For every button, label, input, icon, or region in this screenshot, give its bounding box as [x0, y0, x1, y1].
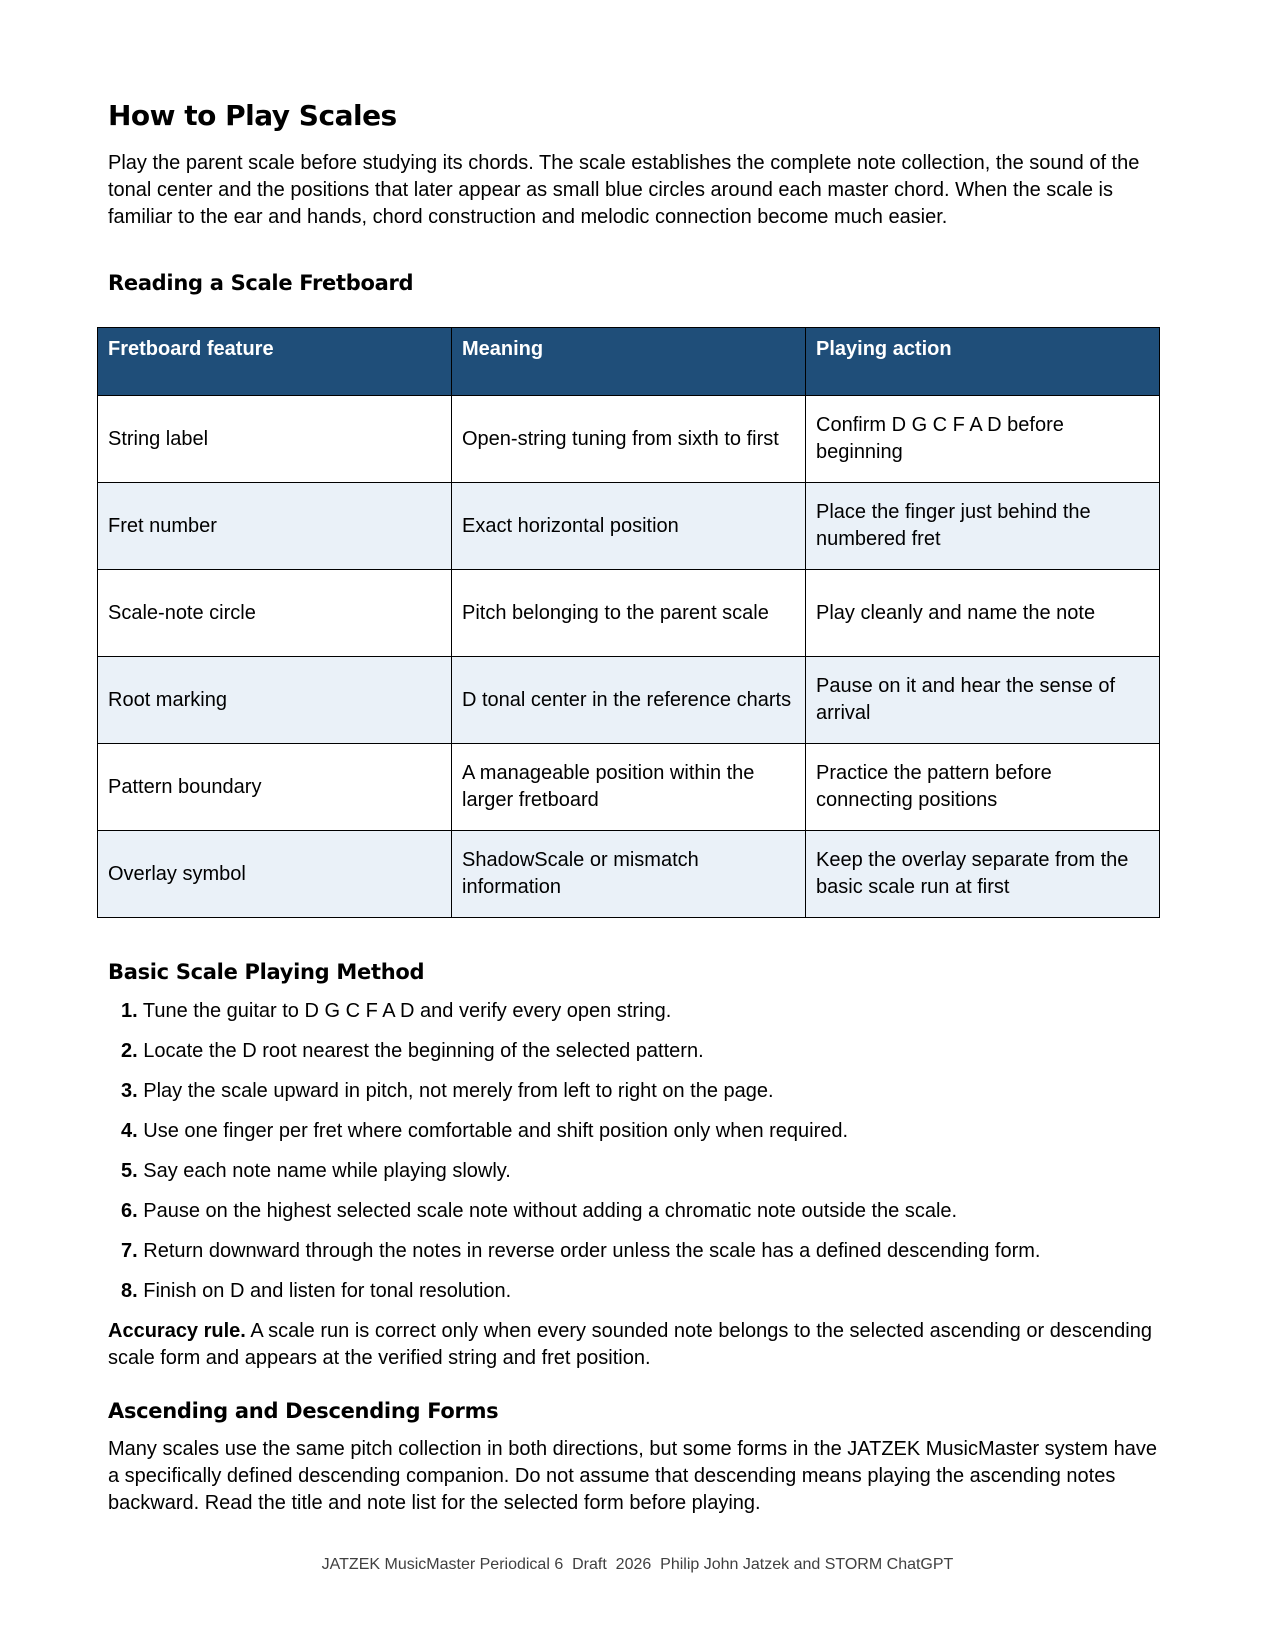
table-row: [98, 744, 1160, 831]
step-number: 5.: [121, 1160, 138, 1182]
table-row: [98, 831, 1160, 918]
list-item: [108, 1038, 1168, 1078]
table-header-row: [98, 328, 1160, 396]
table-cell: Pause on it and hear the sense of arrival: [806, 657, 1160, 744]
column-header: Playing action: [806, 328, 1160, 396]
table-cell: Pitch belonging to the parent scale: [452, 570, 806, 657]
table-cell: Pattern boundary: [98, 744, 452, 831]
list-item: [108, 1278, 1168, 1318]
fretboard-table: [97, 327, 1160, 918]
step-text: Play the scale upward in pitch, not merely from left to right on the page.: [143, 1080, 774, 1102]
page-title: How to Play Scales: [108, 99, 397, 132]
table-cell: Confirm D G C F A D before beginning: [806, 396, 1160, 483]
list-item: [108, 998, 1168, 1038]
table-cell: Root marking: [98, 657, 452, 744]
step-number: 2.: [121, 1040, 138, 1062]
table-row: [98, 657, 1160, 744]
table-cell: Fret number: [98, 483, 452, 570]
step-text: Pause on the highest selected scale note without adding a chromatic note outside the scale.: [143, 1200, 958, 1222]
accuracy-rule-paragraph: [108, 1318, 1168, 1372]
fretboard-section-heading: Reading a Scale Fretboard: [108, 271, 414, 295]
forms-section-heading: Ascending and Descending Forms: [108, 1399, 499, 1423]
column-header: Fretboard feature: [98, 328, 452, 396]
list-item: [108, 1158, 1168, 1198]
table-cell: Keep the overlay separate from the basic scale run at first: [806, 831, 1160, 918]
table-row: [98, 396, 1160, 483]
list-item: [108, 1118, 1168, 1158]
table-cell: ShadowScale or mismatch information: [452, 831, 806, 918]
table-cell: Scale-note circle: [98, 570, 452, 657]
step-text: Return downward through the notes in reverse order unless the scale has a defined descending form.: [143, 1240, 1041, 1262]
table-cell: Practice the pattern before connecting positions: [806, 744, 1160, 831]
accuracy-rule-label: Accuracy rule.: [108, 1320, 246, 1342]
step-text: Use one finger per fret where comfortable and shift position only when required.: [143, 1120, 849, 1142]
table-cell: Exact horizontal position: [452, 483, 806, 570]
table-cell: String label: [98, 396, 452, 483]
list-item: [108, 1078, 1168, 1118]
method-section-heading: Basic Scale Playing Method: [108, 960, 425, 984]
intro-paragraph: Play the parent scale before studying its chords. The scale establishes the complete note collection, the sound of the tonal center and the positions that later appear as small blue circles around each master chord. When the scale is familiar to the ear and hands, chord construction and melodic connection become much easier.: [108, 152, 1140, 228]
column-header: Meaning: [452, 328, 806, 396]
table-row: [98, 570, 1160, 657]
table-cell: D tonal center in the reference charts: [452, 657, 806, 744]
step-text: Finish on D and listen for tonal resolution.: [143, 1280, 512, 1302]
table-cell: Play cleanly and name the note: [806, 570, 1160, 657]
step-number: 1.: [121, 1000, 138, 1022]
table-cell: Place the finger just behind the numbered fret: [806, 483, 1160, 570]
step-text: Say each note name while playing slowly.: [143, 1160, 511, 1182]
method-steps-list: [108, 998, 1168, 1318]
step-number: 8.: [121, 1280, 138, 1302]
table-cell: Open-string tuning from sixth to first: [452, 396, 806, 483]
table-cell: Overlay symbol: [98, 831, 452, 918]
step-number: 4.: [121, 1120, 138, 1142]
list-item: [108, 1238, 1168, 1278]
step-number: 7.: [121, 1240, 138, 1262]
forms-paragraph: Many scales use the same pitch collection in both directions, but some forms in the JATZEK MusicMaster system have a specifically defined descending companion. Do not assume that descending means playing the ascending notes backward. Read the title and note list for the selected form before playing.: [108, 1438, 1157, 1514]
table-row: [98, 483, 1160, 570]
page-footer: JATZEK MusicMaster Periodical 6 Draft 2026 Philip John Jatzek and STORM ChatGPT: [321, 1556, 954, 1573]
list-item: [108, 1198, 1168, 1238]
step-text: Locate the D root nearest the beginning of the selected pattern.: [143, 1040, 704, 1062]
table-cell: A manageable position within the larger fretboard: [452, 744, 806, 831]
step-text: Tune the guitar to D G C F A D and verify every open string.: [142, 1000, 672, 1022]
step-number: 6.: [121, 1200, 138, 1222]
step-number: 3.: [121, 1080, 138, 1102]
accuracy-rule-text: A scale run is correct only when every sounded note belongs to the selected ascending or descending scale form and appears at the verified string and fret position.: [108, 1320, 1152, 1369]
